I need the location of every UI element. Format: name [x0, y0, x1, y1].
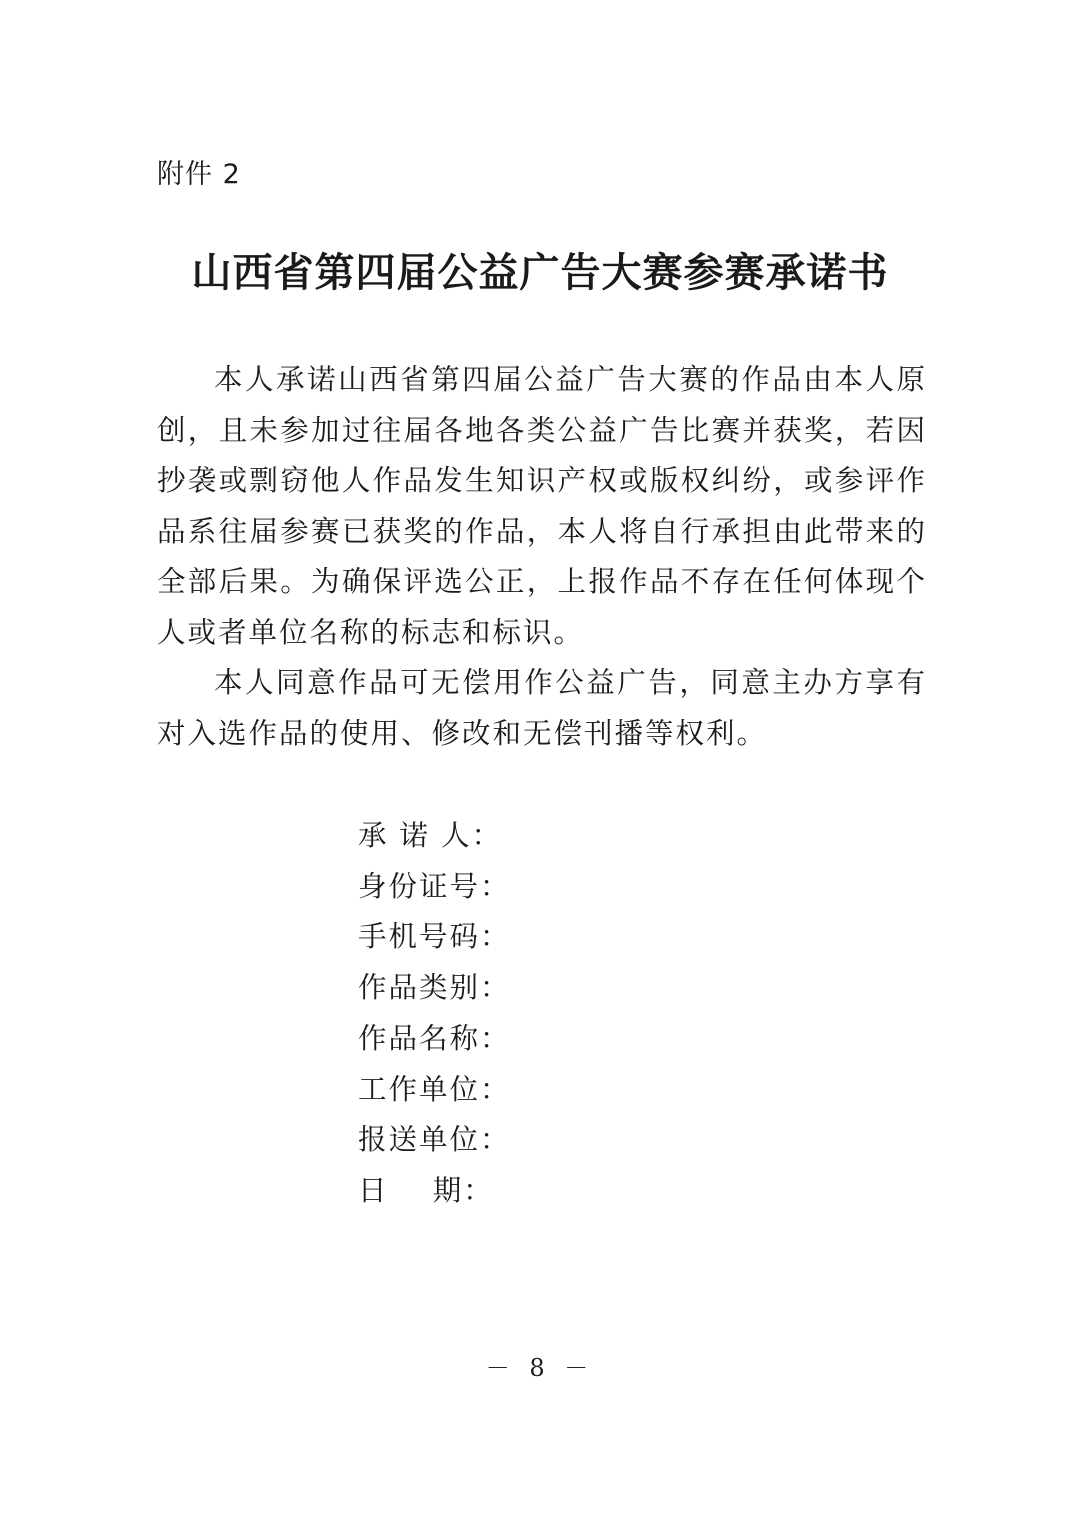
field-phone-number: 手机号码： [358, 920, 511, 954]
document-title: 山西省第四届公益广告大赛参赛承诺书 [191, 249, 889, 296]
field-promisor: 承 诺 人： [358, 819, 503, 852]
page-number: － 8 － [485, 1354, 595, 1382]
field-employer: 工作单位： [358, 1072, 511, 1106]
field-id-number: 身份证号： [358, 869, 511, 903]
commitment-paragraph-1: 本人承诺山西省第四届公益广告大赛的作品由本人原创，且未参加过往届各地各类公益广告比赛并获奖，若因抄袭或剽窃他人作品发生知识产权或版权纠纷，或参评作品系往届参赛已获奖的作品，本人将自行承担由此带来的全部后果。为确保评选公正，上报作品不存在任何体现个人或者单位名称的标志和标识。 [157, 363, 927, 649]
field-date: 日 期： [358, 1173, 494, 1207]
field-work-category: 作品类别： [358, 971, 511, 1005]
signature-fields [358, 811, 511, 1217]
commitment-body [157, 355, 927, 759]
commitment-paragraph-2: 本人同意作品可无偿用作公益广告，同意主办方享有对入选作品的使用、修改和无偿刊播等权利。 [157, 666, 927, 750]
attachment-label: 附件 2 [157, 159, 241, 190]
field-submitting-unit: 报送单位： [358, 1123, 511, 1157]
field-work-name: 作品名称： [358, 1021, 511, 1055]
